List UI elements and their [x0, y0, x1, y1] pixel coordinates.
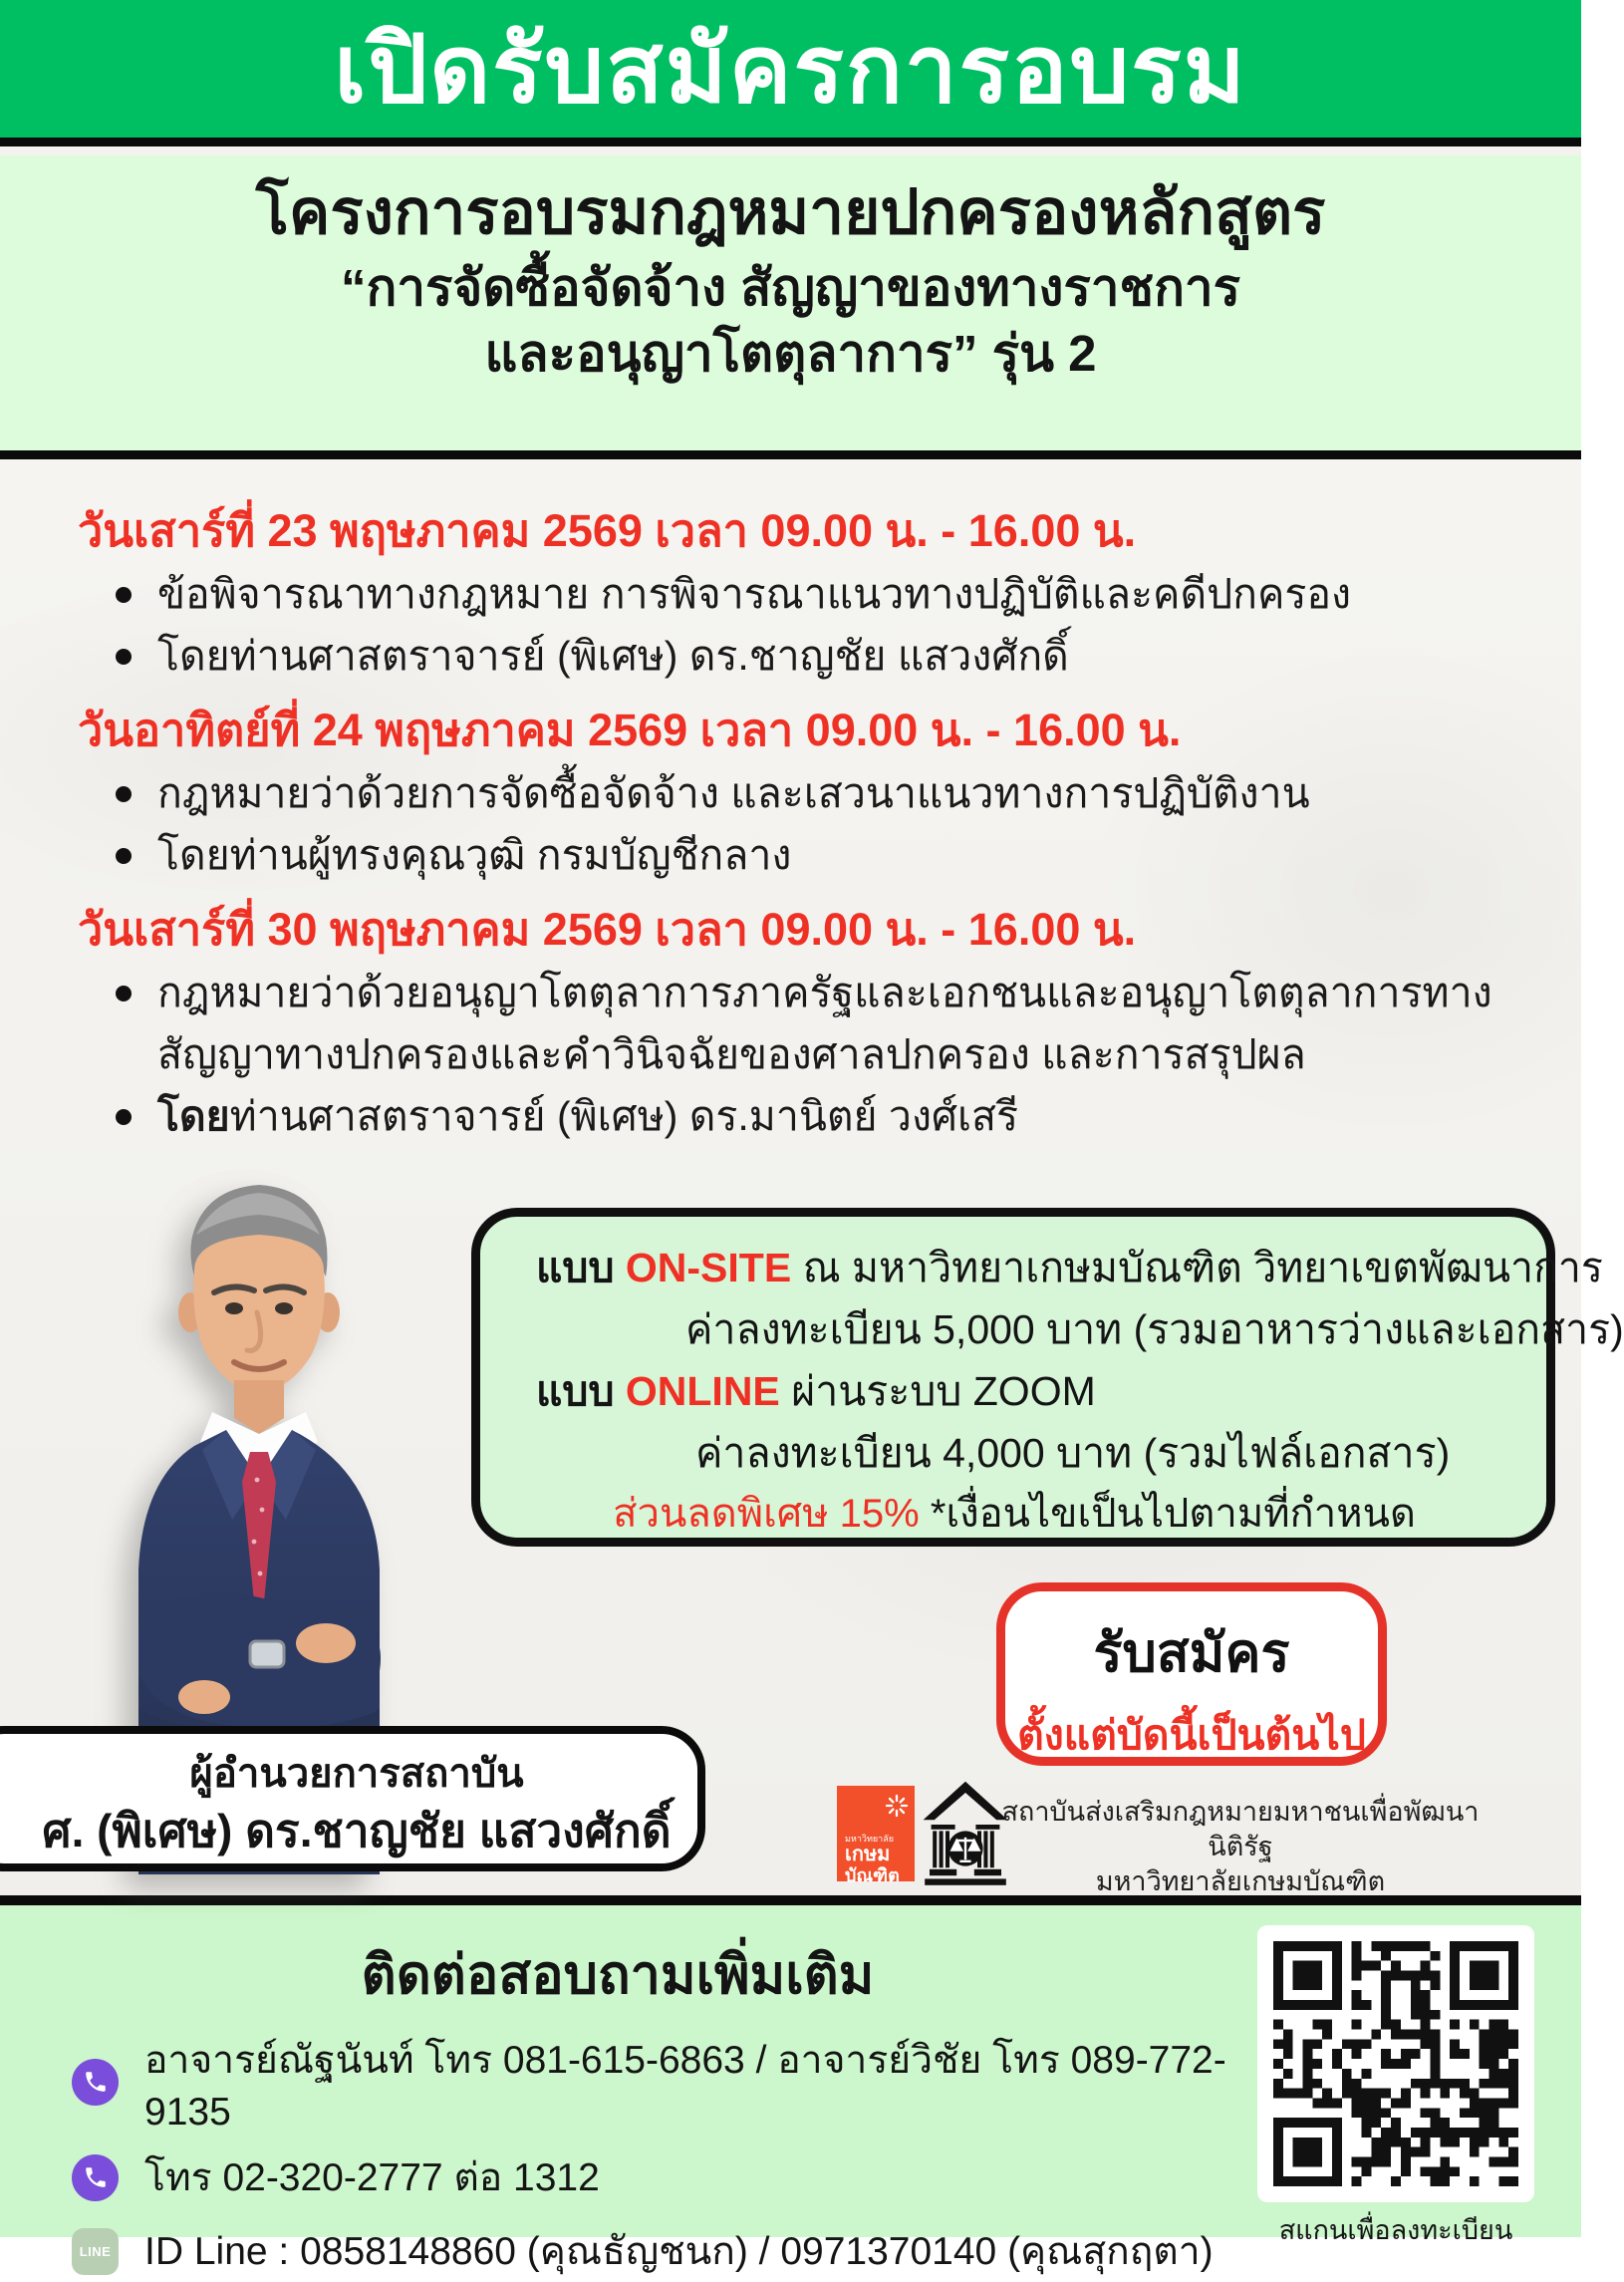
- bullet-dot-icon: [116, 649, 132, 665]
- bullet-dot-icon: [116, 986, 132, 1001]
- contact-heading: ติดต่อสอบถามเพิ่มเติม: [361, 1945, 875, 2005]
- bullet-dot-icon: [116, 587, 132, 603]
- session-3-topic-2: [78, 1085, 1527, 1147]
- director-name: ศ. (พิเศษ) ดร.ชาญชัย แสวงศักดิ์: [42, 1805, 672, 1856]
- line-icon: [72, 2228, 119, 2275]
- onsite-prefix: แบบ: [536, 1245, 615, 1290]
- session-3-date: วันเสาร์ที่ 30 พฤษภาคม 2569 เวลา 09.00 น. - 16.00 น.: [78, 904, 1137, 955]
- session-2-topic-2: โดยท่านผู้ทรงคุณวุฒิ กรมบัญชีกลาง: [78, 824, 1527, 886]
- qr-caption: สแกนเพื่อลงทะเบียน: [1278, 2215, 1513, 2245]
- logo-bundit-word: บัณฑิต: [845, 1865, 900, 1885]
- institute-name-line2: มหาวิทยาลัยเกษมบัณฑิต: [1095, 1866, 1386, 1896]
- onsite-line: [536, 1237, 1603, 1298]
- pricing-box: [471, 1208, 1624, 1547]
- session-3-topic-1-line2: สัญญาทางปกครองและคำวินิจฉัยของศาลปกครอง และการสรุปผล: [157, 1031, 1306, 1077]
- program-title: โครงการอบรมกฎหมายปกครองหลักสูตร: [255, 178, 1326, 247]
- banner-title: เปิดรับสมัครการอบรม: [334, 16, 1247, 122]
- institute-name: [996, 1795, 1485, 1899]
- session-3-topic-2-bold: โดย: [157, 1093, 230, 1139]
- logo-kasem-word: เกษม: [845, 1844, 891, 1865]
- line-icon-label: LINE: [79, 2243, 112, 2259]
- online-label: ONLINE: [625, 1368, 780, 1414]
- apply-title: รับสมัคร: [1093, 1623, 1290, 1683]
- logo-university-word: มหาวิทยาลัย: [845, 1834, 895, 1844]
- session-3-topic-1-line1: กฎหมายว่าด้วยอนุญาโตตุลาการภาครัฐและเอกชนและอนุญาโตตุลาการทาง: [157, 970, 1492, 1015]
- session-2-date: วันอาทิตย์ที่ 24 พฤษภาคม 2569 เวลา 09.00 น. - 16.00 น.: [78, 705, 1182, 755]
- program-subtitle-line1: “การจัดซื้อจัดจ้าง สัญญาของทางราชการ: [340, 259, 1241, 316]
- contact-footer: [0, 1895, 1581, 2273]
- online-prefix: แบบ: [536, 1368, 615, 1414]
- program-title-panel: [0, 155, 1581, 459]
- contact-row-phones: [72, 2029, 1235, 2135]
- director-role: ผู้อำนวยการสถาบัน: [189, 1752, 524, 1796]
- discount-note: *เงื่อนไขเป็นไปตามที่กำหนด: [930, 1492, 1416, 1536]
- discount-amount: ส่วนลดพิเศษ 15%: [613, 1492, 920, 1536]
- bullet-dot-icon: [116, 848, 132, 864]
- top-banner: [0, 0, 1581, 146]
- starburst-icon: [885, 1794, 909, 1818]
- online-platform: ผ่านระบบ ZOOM: [791, 1368, 1096, 1414]
- onsite-label: ON-SITE: [625, 1245, 792, 1290]
- schedule-list: [78, 487, 1527, 1147]
- contact-office-phone-text: โทร 02-320-2777 ต่อ 1312: [144, 2156, 600, 2199]
- onsite-location: ณ มหาวิทยาเกษมบัณฑิต วิทยาเขตพัฒนาการ: [802, 1245, 1603, 1290]
- contact-phones-text: อาจารย์ณัฐนันท์ โทร 081-615-6863 / อาจารย์วิชัย โทร 089-772-9135: [144, 2039, 1226, 2134]
- contact-row-office-phone: [72, 2146, 1235, 2208]
- apply-box: [996, 1582, 1387, 1766]
- phone-icon: [72, 2059, 119, 2106]
- contact-column: [0, 1905, 1235, 2282]
- kasem-bundit-logo: [837, 1786, 915, 1885]
- session-1-topic-1: ข้อพิจารณาทางกฎหมาย การพิจารณาแนวทางปฏิบัติและคดีปกครอง: [78, 563, 1527, 625]
- bullet-dot-icon: [116, 1109, 132, 1125]
- session-1-date: วันเสาร์ที่ 23 พฤษภาคม 2569 เวลา 09.00 น. - 16.00 น.: [78, 505, 1137, 556]
- registration-qr-code: [1257, 1925, 1534, 2202]
- phone-icon: [72, 2154, 119, 2201]
- director-box: [0, 1726, 705, 1871]
- online-line: [536, 1360, 1522, 1422]
- body-section: [0, 459, 1624, 1896]
- discount-line: [536, 1484, 1522, 1544]
- session-1-topic-2: โดยท่านศาสตราจารย์ (พิเศษ) ดร.ชาญชัย แสวงศักดิ์: [78, 625, 1527, 687]
- contact-row-line-id: [72, 2220, 1235, 2282]
- session-3-topic-2-rest: ท่านศาสตราจารย์ (พิเศษ) ดร.มานิตย์ วงศ์เสรี: [229, 1093, 1019, 1139]
- session-2-topic-1: กฎหมายว่าด้วยการจัดซื้อจัดจ้าง และเสวนาแนวทางการปฏิบัติงาน: [78, 762, 1527, 824]
- onsite-fee: ค่าลงทะเบียน 5,000 บาท (รวมอาหารว่างและเอกสาร): [685, 1306, 1624, 1352]
- institute-name-line1: สถาบันส่งเสริมกฎหมายมหาชนเพื่อพัฒนานิติรัฐ: [1001, 1797, 1480, 1861]
- contact-line-id-text: ID Line : 0858148860 (คุณธัญชนก) / 0971370140 (คุณสุกฤตา): [144, 2230, 1214, 2273]
- bullet-dot-icon: [116, 786, 132, 802]
- qr-pattern: [1273, 1941, 1518, 2186]
- program-subtitle-line2: และอนุญาโตตุลาการ” รุ่น 2: [484, 325, 1097, 382]
- online-fee: ค่าลงทะเบียน 4,000 บาท (รวมไฟล์เอกสาร): [695, 1430, 1451, 1476]
- session-3-topic-1: [78, 962, 1527, 1085]
- apply-subtitle: ตั้งแต่บัดนี้เป็นต้นไป: [1017, 1712, 1366, 1758]
